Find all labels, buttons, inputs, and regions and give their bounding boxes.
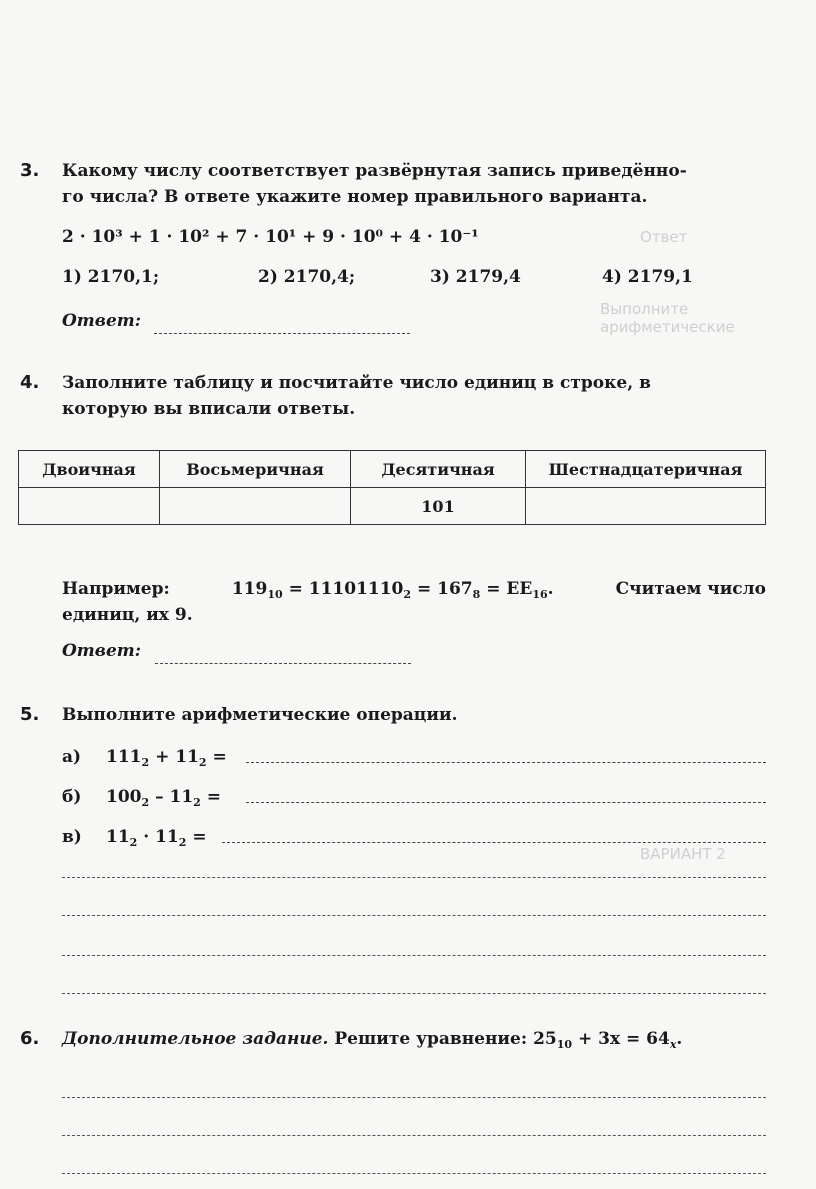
- example-line: единиц, их 9.: [62, 605, 193, 625]
- equation-mid: + 3x = 64: [577, 1029, 670, 1049]
- base: 10: [556, 1038, 573, 1051]
- option-1: 1) 2170,1;: [62, 267, 160, 287]
- base: 2: [141, 756, 150, 769]
- item-label: б): [62, 787, 82, 807]
- base: 2: [178, 836, 187, 849]
- option-3: 3) 2179,4: [430, 267, 521, 287]
- bleed-through-text: Ответ: [640, 228, 688, 246]
- task-question-line: [62, 370, 780, 396]
- header-binary: Двоичная: [19, 451, 160, 488]
- base: 2: [403, 588, 412, 601]
- task-3: [20, 158, 780, 334]
- cell-binary[interactable]: [19, 488, 160, 525]
- example-text: [62, 576, 766, 664]
- operation-c: в) $11_2 \cdot 11_2$ =: [62, 824, 766, 850]
- header-octal: Восьмеричная: [160, 451, 351, 488]
- text: в строке, в: [542, 373, 651, 393]
- task-number: 6.: [20, 1028, 40, 1049]
- num: 119: [231, 579, 268, 599]
- answer-line[interactable]: [62, 876, 766, 878]
- task-question-line: Какому числу соответствует развёрнутая запись приведённо-: [62, 161, 687, 181]
- num: 11101110: [308, 579, 404, 599]
- answer-field[interactable]: [246, 784, 766, 803]
- expanded-expression: 2 · 10³ + 1 · 10² + 7 · 10¹ + 9 · 10⁰ + 4 · 10⁻¹: [62, 227, 479, 247]
- answer-line[interactable]: [62, 954, 766, 956]
- task-5: [20, 702, 780, 728]
- base: 2: [129, 836, 138, 849]
- example-tail: Считаем число: [615, 579, 766, 599]
- answer-line[interactable]: [62, 1134, 766, 1136]
- item-label: а): [62, 747, 82, 767]
- table-header-row: [19, 451, 766, 488]
- task-title: Выполните арифметические операции.: [62, 705, 458, 725]
- task-number: 3.: [20, 160, 40, 181]
- task-number: 4.: [20, 372, 40, 393]
- base: 10: [267, 588, 283, 601]
- answer-options: [62, 264, 780, 290]
- answer-label: Ответ:: [62, 641, 142, 661]
- option-4: 4) 2179,1: [602, 267, 693, 287]
- answer-line[interactable]: [62, 1172, 766, 1174]
- answer-row: [62, 308, 780, 334]
- num: 100: [106, 787, 142, 807]
- answer-row: [62, 638, 766, 664]
- num: EE: [506, 579, 533, 599]
- bleed-through-text: Выполните арифметические: [600, 300, 735, 336]
- num: 11: [175, 747, 199, 767]
- task-title-italic: Дополнительное задание.: [62, 1029, 329, 1049]
- cell-octal[interactable]: [160, 488, 351, 525]
- base: x: [669, 1038, 677, 1051]
- num: 167: [437, 579, 473, 599]
- task-number: 5.: [20, 704, 40, 725]
- answer-label: Ответ:: [62, 311, 142, 331]
- example-label: Например:: [62, 579, 170, 599]
- answer-line[interactable]: [62, 1096, 766, 1098]
- base: 2: [193, 796, 201, 809]
- text: Заполните таблицу и посчитайте число: [62, 373, 459, 393]
- base: 2: [141, 796, 150, 809]
- conversion-table: [18, 450, 766, 525]
- equation: $25_{10} + 3x = 64_x$.: [533, 1029, 683, 1051]
- answer-line[interactable]: [62, 914, 766, 916]
- base: 8: [472, 588, 481, 601]
- item-label: в): [62, 827, 82, 847]
- header-decimal: Десятичная: [351, 451, 526, 488]
- base: 16: [532, 588, 548, 601]
- num: 11: [106, 827, 130, 847]
- num: 11: [169, 787, 194, 807]
- task-4: [20, 370, 780, 422]
- bleed-through-text: ВАРИАНТ 2: [640, 845, 726, 863]
- num: 25: [533, 1029, 557, 1049]
- task-question-line: которую вы вписали ответы.: [62, 399, 356, 419]
- answer-field[interactable]: [154, 315, 410, 334]
- operator: –: [155, 787, 164, 807]
- base: 2: [198, 756, 207, 769]
- num: 111: [106, 747, 142, 767]
- emphasis-text: единиц: [464, 373, 537, 393]
- operator: +: [155, 747, 170, 767]
- answer-field[interactable]: [246, 744, 766, 763]
- operator: ·: [143, 827, 150, 847]
- answer-line[interactable]: [62, 992, 766, 994]
- answer-field[interactable]: [155, 645, 411, 664]
- cell-decimal: 101: [351, 488, 526, 525]
- header-hex: Шестнадцатеричная: [526, 451, 766, 488]
- cell-hex[interactable]: [526, 488, 766, 525]
- option-2: 2) 2170,4;: [258, 267, 356, 287]
- answer-field[interactable]: [222, 824, 766, 843]
- example-equation: $119_{10} = 11101110_2 = 167_8 = EE_{16}$.: [231, 579, 554, 601]
- task-question-line: го числа? В ответе укажите номер правильного варианта.: [62, 187, 648, 207]
- task-text: Решите уравнение:: [334, 1029, 528, 1049]
- operation-a: а) $111_2 + 11_2$ =: [62, 744, 766, 770]
- task-6: [20, 1026, 780, 1052]
- table-row: [19, 488, 766, 525]
- num: 11: [155, 827, 179, 847]
- operation-b: б) $100_2 - 11_2$ =: [62, 784, 766, 810]
